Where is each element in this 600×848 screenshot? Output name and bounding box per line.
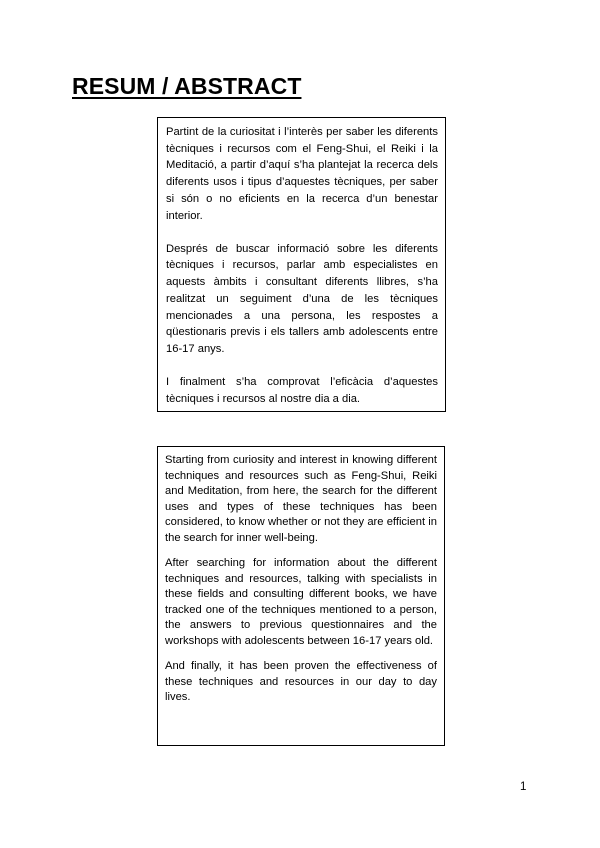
english-abstract-paragraph-1: Starting from curiosity and interest in knowing different techniques and resources such as Feng-Shui, Reiki and Meditation, from here, the search for the different uses and types of these techniques has been considered, to know whether or not they are efficient in the search for inner well-being. [165,454,437,544]
english-abstract-paragraph-2: After searching for information about the different techniques and resources, talking with specialists in these fields and consulting different books, we have tracked one of the techniques mentioned to a person, the answers to previous questionnaires and the workshops with adolescents between 16-17 years old. [165,557,437,648]
page-number: 1 [520,781,527,793]
catalan-abstract-box [157,117,446,412]
catalan-abstract-paragraph-1: Partint de la curiositat i l’interès per saber les diferents tècniques i recursos com el Feng-Shui, el Reiki i la Meditació, a partir d’aquí s’ha plantejat la recerca dels diferents usos i tipus d’aquestes tècniques, per saber si són o no eficients en la recerca d’un benestar interior. [166,126,438,222]
catalan-abstract-paragraph-2: Després de buscar informació sobre les diferents tècniques i recursos, parlar amb especialistes en aquests àmbits i consultant diferents llibres, s’ha realitzat un seguiment d’una de les tècniques mencionades a una persona, les respostes a qüestionaris previs i els tallers amb adolescents entre 16-17 anys. [166,242,438,355]
english-abstract-box [157,446,445,746]
english-abstract-paragraph-3: And finally, it has been proven the effectiveness of these techniques and resources in our day to day lives. [165,660,437,704]
page-title: RESUM / ABSTRACT [72,73,302,99]
catalan-abstract-paragraph-3: I finalment s’ha comprovat l’eficàcia d’aquestes tècniques i recursos al nostre dia a dia. [166,376,438,405]
